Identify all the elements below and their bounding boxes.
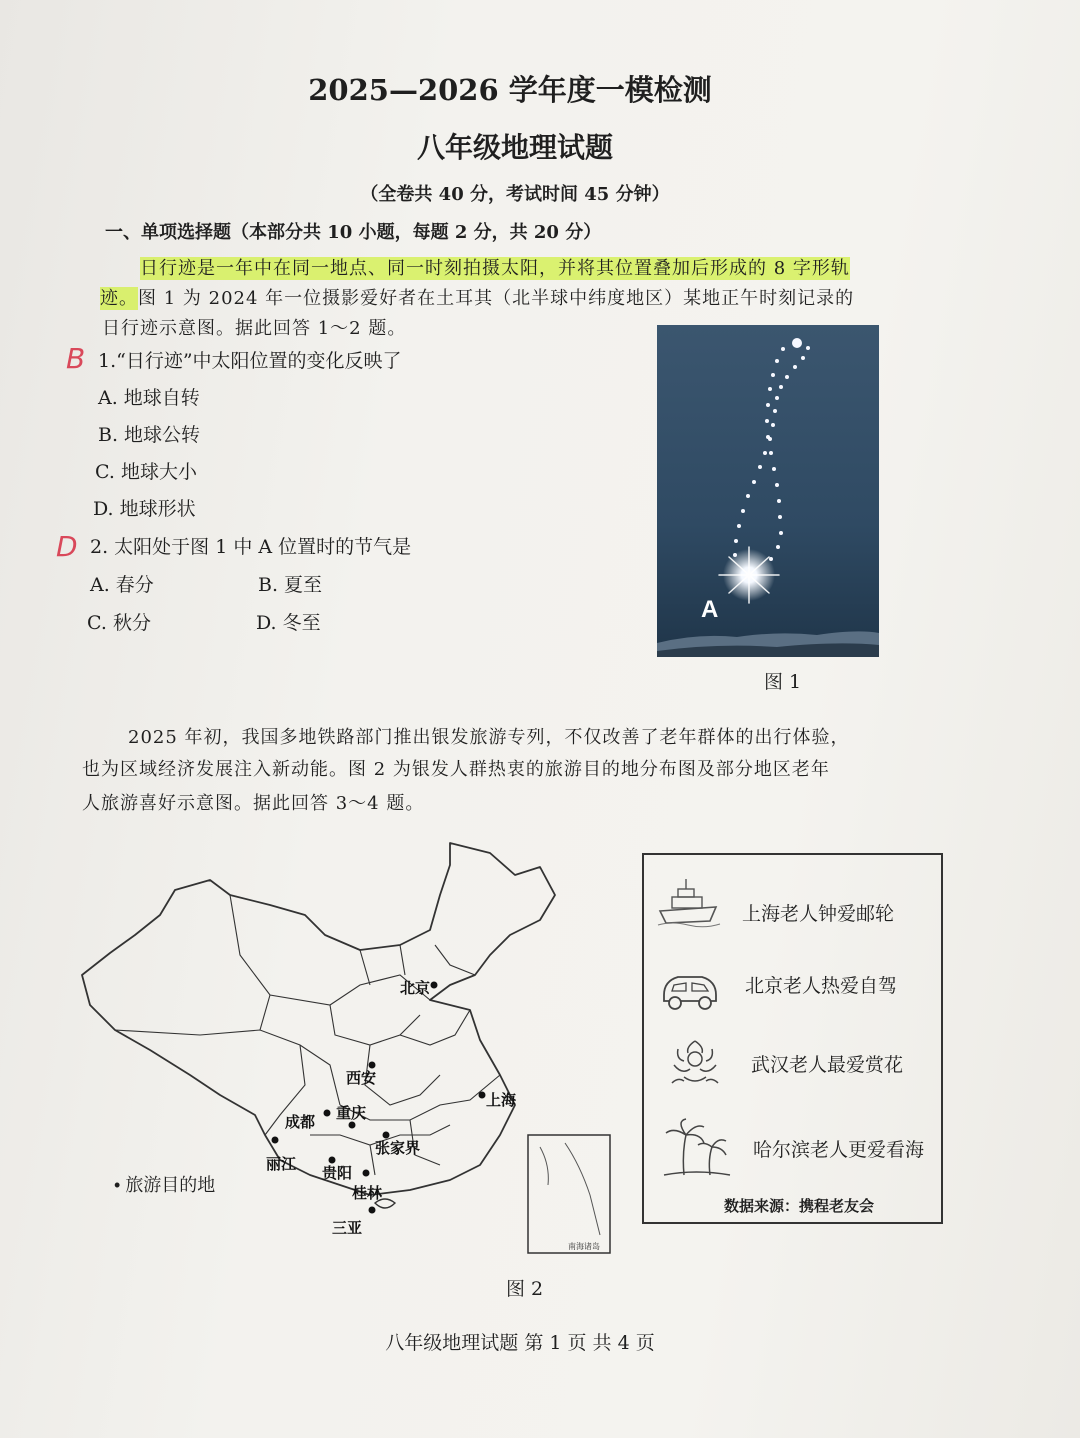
- flower-icon: [664, 1033, 726, 1089]
- map-legend: [114, 1171, 215, 1197]
- preferences-box: [642, 853, 943, 1224]
- intro-line-2: [100, 284, 854, 310]
- intro-line-1: [140, 254, 850, 280]
- figure-2-caption: 图 2: [506, 1278, 544, 1300]
- q1-option-b: B. 地球公转: [98, 424, 201, 446]
- q1-option-d: D. 地球形状: [93, 498, 196, 520]
- passage-line-1: 2025 年初，我国多地铁路部门推出银发旅游专列，不仅改善了老年群体的出行体验，: [128, 727, 850, 748]
- south-china-sea-inset: [528, 1135, 610, 1253]
- q1-option-a: A. 地球自转: [98, 387, 200, 409]
- q2-option-c: C. 秋分: [87, 612, 151, 634]
- preference-beijing: 北京老人热爱自驾: [745, 976, 898, 997]
- page-footer: 八年级地理试题 第 1 页 共 4 页: [385, 1332, 655, 1354]
- q2-option-a: A. 春分: [90, 574, 154, 596]
- china-map: [70, 835, 630, 1275]
- analemma-photo: [657, 325, 879, 657]
- highlighted-text: 日行迹是一年中在同一地点、同一时刻拍摄太阳，并将其位置叠加后形成的 8 字形轨: [140, 258, 850, 279]
- city-dot-guiyang: [329, 1157, 336, 1164]
- city-label-chongqing: 重庆: [336, 1105, 367, 1122]
- city-dot-sanya: [369, 1207, 376, 1214]
- label-a: A: [701, 596, 719, 623]
- exam-title: 2025—2026 学年度一模检测: [308, 73, 712, 107]
- city-dot-shanghai: [479, 1092, 486, 1099]
- exam-note: （全卷共 40 分，考试时间 45 分钟）: [360, 184, 670, 205]
- city-dot-guilin: [363, 1170, 370, 1177]
- preference-shanghai: 上海老人钟爱邮轮: [742, 904, 895, 925]
- passage-line-3: 人旅游喜好示意图。据此回答 3～4 题。: [82, 793, 425, 814]
- city-dot-zhangjiajie: [383, 1132, 390, 1139]
- passage-line-2: 也为区域经济发展注入新动能。图 2 为银发人群热衷的旅游目的地分布图及部分地区老年: [82, 759, 830, 780]
- city-label-guilin: 桂林: [352, 1185, 383, 1202]
- city-dot-chengdu: [324, 1110, 331, 1117]
- city-label-lijiang: 丽江: [266, 1156, 297, 1173]
- question-1: 1.“日行迹”中太阳位置的变化反映了: [98, 350, 402, 372]
- city-label-beijing: 北京: [400, 980, 431, 997]
- q1-option-c: C. 地球大小: [95, 461, 197, 483]
- exam-subtitle: 八年级地理试题: [416, 131, 613, 164]
- q2-option-d: D. 冬至: [256, 612, 321, 634]
- q2-option-b: B. 夏至: [258, 574, 323, 596]
- figure-1-caption: 图 1: [764, 671, 802, 693]
- city-dot-beijing: [431, 982, 438, 989]
- car-icon: [658, 965, 722, 1011]
- city-label-shanghai: 上海: [486, 1092, 517, 1109]
- answer-mark-q2: D: [56, 530, 78, 563]
- province-borders: [115, 895, 500, 1175]
- map-legend-label: 旅游目的地: [125, 1175, 216, 1195]
- city-label-guiyang: 贵阳: [322, 1165, 353, 1182]
- section-heading: 一、单项选择题（本部分共 10 小题，每题 2 分，共 20 分）: [105, 222, 602, 243]
- city-label-zhangjiajie: 张家界: [375, 1140, 421, 1157]
- highlighted-text-end: 迹。: [100, 288, 138, 309]
- intro-line-3: 日行迹示意图。据此回答 1～2 题。: [102, 318, 407, 339]
- inset-label: 南海诸岛: [568, 1242, 600, 1251]
- city-dot-chongqing: [349, 1122, 356, 1129]
- legend-dot-icon: •: [114, 1175, 126, 1195]
- city-dot-lijiang: [272, 1137, 279, 1144]
- data-source: 数据来源：携程老友会: [724, 1198, 875, 1215]
- city-label-chengdu: 成都: [285, 1114, 316, 1131]
- china-outline: [82, 843, 555, 1195]
- palm-tree-icon: [662, 1117, 732, 1179]
- cruise-ship-icon: [656, 877, 722, 929]
- city-label-xian: 西安: [346, 1070, 377, 1087]
- answer-mark-q1: B: [66, 342, 86, 375]
- intro-line-2-rest: 图 1 为 2024 年一位摄影爱好者在土耳其（北半球中纬度地区）某地正午时刻记录的: [138, 288, 855, 309]
- preference-wuhan: 武汉老人最爱赏花: [751, 1055, 904, 1076]
- preference-harbin: 哈尔滨老人更爱看海: [753, 1140, 925, 1161]
- city-label-sanya: 三亚: [332, 1220, 363, 1237]
- analemma-image: [657, 325, 879, 657]
- city-dot-xian: [369, 1062, 376, 1069]
- question-2: 2. 太阳处于图 1 中 A 位置时的节气是: [90, 536, 412, 558]
